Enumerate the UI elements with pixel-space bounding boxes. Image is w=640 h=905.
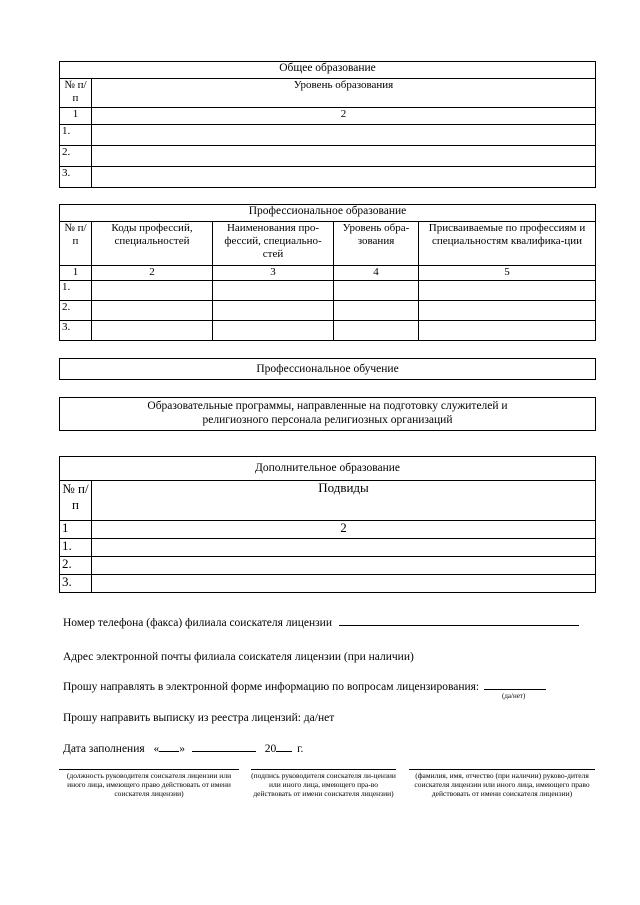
row-number: 1.: [60, 125, 92, 146]
col-index: 5: [419, 266, 596, 281]
date-row: [63, 739, 303, 755]
professional-training-box: Профессиональное обучение: [59, 358, 596, 380]
col-index: 1: [60, 266, 92, 281]
extract-row: [63, 712, 334, 724]
col-number-header: № п/п: [60, 481, 92, 521]
phone-label: Номер телефона (факса) филиала соискателя лицензии: [63, 617, 332, 629]
date-label: Дата заполнения: [63, 743, 145, 755]
codes-input[interactable]: [92, 301, 213, 321]
email-row: [63, 651, 414, 663]
electronic-hint: (да/нет): [502, 692, 526, 700]
names-input[interactable]: [213, 281, 334, 301]
professional-education-title: Профессиональное образование: [60, 205, 596, 222]
electronic-input[interactable]: [484, 676, 546, 690]
electronic-row: [63, 676, 546, 693]
col-index: 4: [334, 266, 419, 281]
codes-input[interactable]: [92, 321, 213, 341]
phone-input[interactable]: [339, 612, 579, 626]
names-input[interactable]: [213, 301, 334, 321]
col-index: 3: [213, 266, 334, 281]
signature-caption: (подпись руководителя соискателя ли-цензии или иного лица, имеющего пра-во действовать от имени соискателя лицензии): [251, 771, 396, 798]
names-input[interactable]: [213, 321, 334, 341]
email-label: Адрес электронной почты филиала соискателя лицензии (при наличии): [63, 651, 414, 663]
full-name-caption: (фамилия, имя, отчество (при наличии) руково-дителя соискателя лицензии или иного лица, имеющего право действовать от имени соискателя лицензии): [409, 769, 595, 798]
col-level-header: Уровень обра-зования: [334, 222, 419, 266]
col-index: 2: [92, 266, 213, 281]
level-input[interactable]: [92, 125, 596, 146]
col-number-header: № п/п: [60, 79, 92, 108]
col-level-header: Уровень образования: [92, 79, 596, 108]
row-number: 1.: [60, 539, 92, 557]
date-day-input[interactable]: [159, 739, 179, 752]
date-year-suffix: г.: [297, 743, 304, 755]
phone-row: [63, 612, 579, 629]
col-number-header: № п/п: [60, 222, 92, 266]
level-input[interactable]: [334, 301, 419, 321]
subtype-input[interactable]: [92, 575, 596, 593]
col-names-header: Наименования про-фессий, специально-стей: [213, 222, 334, 266]
general-education-table: [59, 61, 596, 188]
subtype-input[interactable]: [92, 557, 596, 575]
col-subtypes-index: 2: [92, 521, 596, 539]
row-number: 3.: [60, 575, 92, 593]
qualification-input[interactable]: [419, 301, 596, 321]
additional-education-table: [59, 456, 596, 593]
col-level-index: 2: [92, 108, 596, 125]
col-subtypes-header: Подвиды: [92, 481, 596, 521]
row-number: 2.: [60, 301, 92, 321]
additional-education-title: Дополнительное образование: [60, 457, 596, 481]
position-signature-caption: (должность руководителя соискателя лицензии или иного лица, имеющего право действовать от имени соискателя лицензии): [59, 769, 239, 798]
row-number: 2.: [60, 146, 92, 167]
col-qualification-header: Присваиваемые по профессиям и специальностям квалифика-ции: [419, 222, 596, 266]
extract-label: Прошу направить выписку из реестра лицензий: да/нет: [63, 712, 335, 724]
level-input[interactable]: [92, 167, 596, 188]
row-number: 2.: [60, 557, 92, 575]
professional-education-table: [59, 204, 596, 341]
row-number: 3.: [60, 321, 92, 341]
date-open-quote: «: [153, 743, 160, 755]
codes-input[interactable]: [92, 281, 213, 301]
col-number-index: 1: [60, 521, 92, 539]
level-input[interactable]: [334, 321, 419, 341]
electronic-label: Прошу направлять в электронной форме информацию по вопросам лицензирования:: [63, 681, 480, 693]
row-number: 1.: [60, 281, 92, 301]
qualification-input[interactable]: [419, 321, 596, 341]
date-month-input[interactable]: [192, 739, 256, 752]
qualification-input[interactable]: [419, 281, 596, 301]
subtype-input[interactable]: [92, 539, 596, 557]
date-year-prefix: 20: [264, 743, 277, 755]
religious-programs-box: Образовательные программы, направленные на подготовку служителей и религиозного персонала религиозных организаций: [59, 397, 596, 431]
col-number-index: 1: [60, 108, 92, 125]
date-year-input[interactable]: [276, 739, 292, 752]
col-codes-header: Коды профессий, специальностей: [92, 222, 213, 266]
general-education-title: Общее образование: [60, 62, 596, 79]
level-input[interactable]: [334, 281, 419, 301]
date-close-quote: »: [179, 743, 186, 755]
row-number: 3.: [60, 167, 92, 188]
level-input[interactable]: [92, 146, 596, 167]
